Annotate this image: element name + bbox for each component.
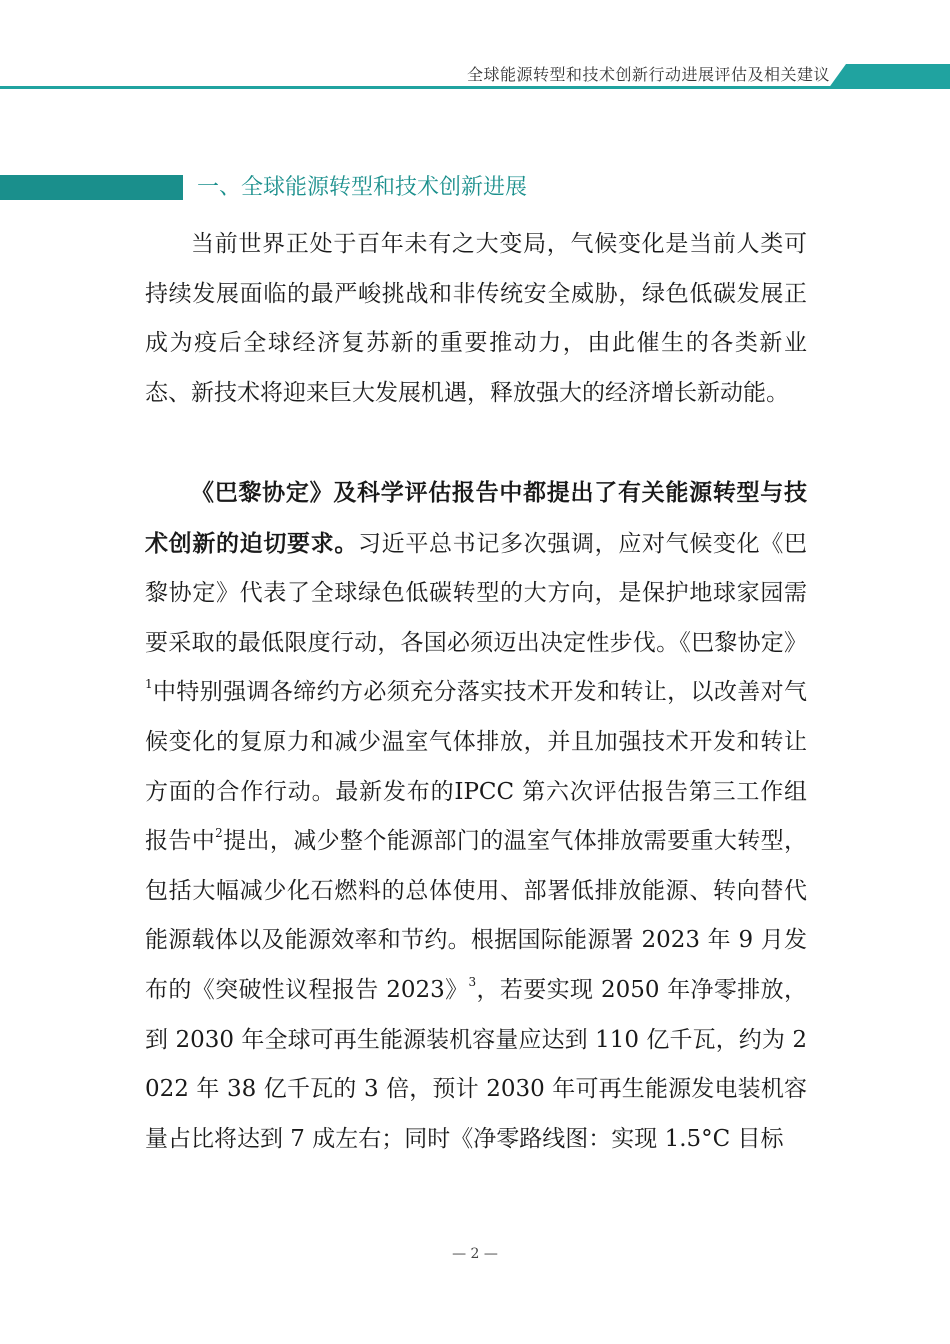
paragraph-text-segment: 提出，减少整个能源部门的温室气体排放需要重大转型，包括大幅减少化石燃料的总体使用、部署低排放能源、转向替代能源载体以及能源效率和节约。根据国际能源署 2023 年 9 月发布的《突破性议程报告 2023》 [145, 828, 808, 1003]
footnote-marker-3[interactable]: 3 [468, 974, 477, 989]
footnote-marker-1[interactable]: 1 [145, 677, 153, 692]
page-number: — 2 — [452, 1246, 498, 1262]
body-paragraph-1: 当前世界正处于百年未有之大变局，气候变化是当前人类可持续发展面临的最严峻挑战和非传统安全威胁，绿色低碳发展正成为疫后全球经济复苏新的重要推动力，由此催生的各类新业态、新技术将迎来巨大发展机遇，释放强大的经济增长新动能。 [145, 231, 807, 406]
running-header-title: 全球能源转型和技术创新行动进展评估及相关建议 [466, 65, 830, 84]
paragraph-lead-bold: 《巴黎协定》及科学评估报告中都提出了有关能源转型与技术创新的迫切要求。 [145, 479, 807, 557]
section-heading: 一、全球能源转型和技术创新进展 [197, 175, 528, 200]
body-paragraph-2 [145, 468, 807, 1164]
paragraph-text-segment: ，若要实现 2050 年净零排放，到 2030 年全球可再生能源装机容量应达到 110 亿千瓦，约为 2022 年 38 亿千瓦的 3 倍，预计 2030 年可再生能源发电装机容量占比将达到 7 成左右；同时《净零路线图：实现 1.5°C 目标 [145, 976, 807, 1152]
paragraph-text-segment: 中特别强调各缔约方必须充分落实技术开发和转让，以改善对气候变化的复原力和减少温室气体排放，并且加强技术开发和转让方面的合作行动。最新发布的IPCC 第六次评估报告第三工作组报告中 [145, 679, 807, 855]
footnote-marker-2[interactable]: 2 [215, 826, 223, 841]
section-accent-bar [0, 175, 183, 200]
header-rule [0, 86, 950, 89]
paragraph-text-segment: 习近平总书记多次强调，应对气候变化《巴黎协定》代表了全球绿色低碳转型的大方向，是保护地球家园需要采取的最低限度行动，各国必须迈出决定性步伐。《巴黎协定》 [145, 530, 808, 656]
